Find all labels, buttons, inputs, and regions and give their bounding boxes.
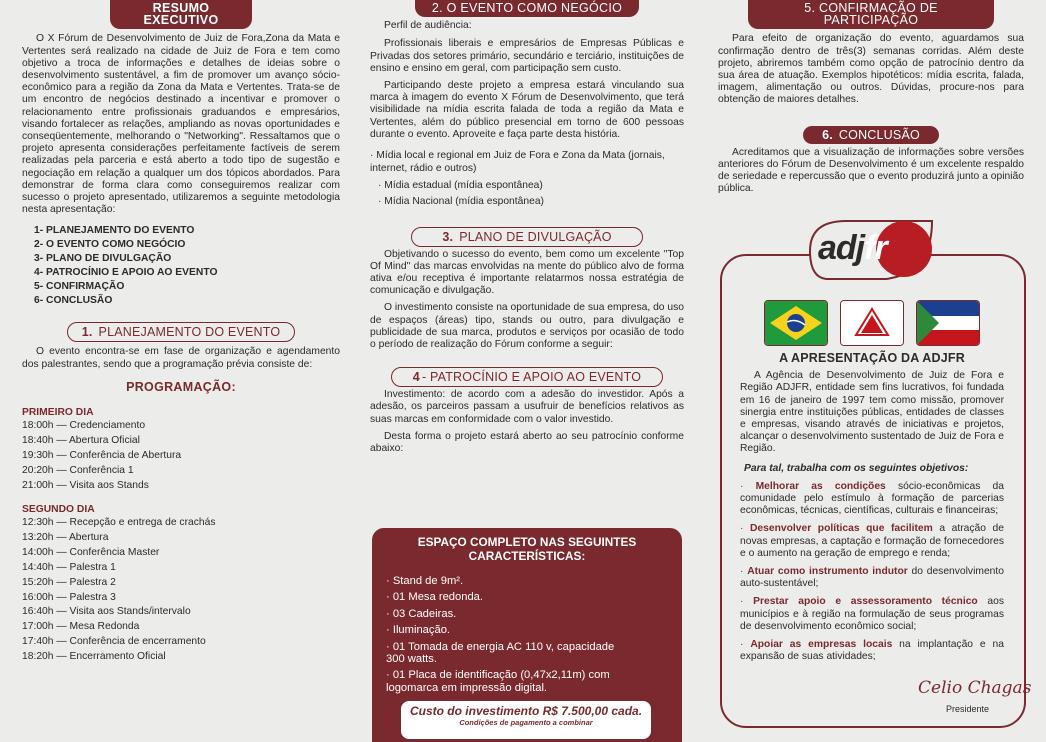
objetivo-item: · Atuar como instrumento indutor do desenvolvimento auto-sustentável;: [740, 566, 1004, 590]
schedule-item: 17:00h — Mesa Redonda: [22, 621, 140, 633]
midia-item: · Mídia Nacional (mídia espontânea): [378, 196, 544, 208]
box-item: · Stand de 9m².: [386, 575, 464, 587]
resumo-text: O X Fórum de Desenvolvimento de Juiz de Fora,Zona da Mata e Vertentes será realizado na cidade de Juiz de Fora e tem como objetivo a troca de informações e detalhes de ideias sobre o desenvolvimento sustentável, a fim de promover um avanço sócio-econômico para a região da Zona da Mata e Vertentes. Trata-se de um encontro de negócios destinado a incentivar e promover o relacionamento entre profissionais graduandos e empresários, visando fortalecer as relações, ampliando as novas oportunidades e conseqüentemente, melhorando o "Networking". Ressaltamos que o projeto apresenta considerações perfeitamente factíveis de serem realizadas pela parceria e está aberto a todo tipo de sugestão e negociação em relação a qualquer um dos tópicos abordados. Para demonstrar de forma clara como conseguiremos realizar com sucesso o projeto apresentado, utilizaremos a seguinte metodologia nesta apresentação:: [22, 33, 340, 216]
conclusao-header: [803, 126, 939, 144]
adjfr-logo: [806, 215, 936, 285]
flags-row: [764, 300, 978, 346]
objetivo-rest: na implantação e na expansão de suas atividades;: [740, 639, 1004, 663]
perfil-text: Profissionais liberais e empresários de Empresas Públicas e Privadas dos setores primário, secundário e terciário, instituições de ensino e ensino em geral, com participação sem custo.: [370, 38, 684, 74]
schedule-item: 17:40h — Conferência de encerramento: [22, 636, 206, 648]
box-items: [386, 573, 682, 694]
box-item: · 01 Tomada de energia AC 110 v, capacidade 300 watts.: [386, 640, 615, 666]
schedule-item: 16:00h — Palestra 3: [22, 591, 116, 603]
price: Custo do investimento R$ 7.500,00 cada.: [409, 704, 643, 718]
midia-item: · Mídia local e regional em Juiz de Fora e Zona da Mata (jornais, internet, rádio e outros): [370, 150, 665, 175]
logo-text: adjfr: [818, 229, 887, 267]
method-item: 3- PLANO DE DIVULGAÇÃO: [34, 253, 172, 265]
apresentacao-section: [740, 352, 1004, 663]
method-item: 5- CONFIRMAÇÃO: [34, 281, 125, 293]
perfil-label: Perfil de audiência:: [384, 20, 472, 32]
price-conditions: Condições de pagamento a combinar: [459, 718, 593, 727]
day1-title: PRIMEIRO DIA: [22, 407, 94, 419]
price-card: [401, 701, 651, 739]
box-title: ESPAÇO COMPLETO NAS SEGUINTES CARACTERÍSTICAS:: [417, 535, 637, 563]
method-item: 4- PATROCÍNIO E APOIO AO EVENTO: [34, 267, 218, 279]
method-item: 2- O EVENTO COMO NEGÓCIO: [34, 239, 186, 251]
minas-gerais-flag-icon: [840, 300, 904, 346]
patrocinio-number: 4: [412, 370, 420, 385]
resumo-title: RESUMO EXECUTIVO: [110, 0, 252, 29]
day2-title: SEGUNDO DIA: [22, 503, 95, 515]
programacao-title: PROGRAMAÇÃO:: [126, 379, 236, 394]
objetivos-list: [740, 481, 1004, 664]
box-item: · 01 Mesa redonda.: [386, 591, 484, 604]
column-2: [370, 0, 684, 455]
schedule-item: 18:20h — Encerramento Oficial: [22, 651, 166, 663]
schedule-item: 13:20h — Abertura: [22, 531, 109, 543]
objetivo-item: · Prestar apoio e assessoramento técnico aos municípios e à região na formulação de seus programas de desenvolvimento econômico social;: [740, 596, 1004, 632]
patrocinio-text-2: Desta forma o projeto estará aberto ao seu patrocínio conforme abaixo:: [370, 430, 684, 455]
objetivo-item: · Melhorar as condições sócio-econômicas da comunidade pelo estímulo à formação de parcerias econômicas, técnicas, científicas, culturais e financeiras;: [740, 480, 1004, 517]
objetivo-highlight: Prestar apoio e assessoramento técnico: [753, 596, 978, 608]
schedule-item: 15:20h — Palestra 2: [22, 576, 116, 588]
column-1: [22, 0, 340, 665]
objetivo-rest: a atração de novas empresas, a captação e formação de fornecedores e o aumento na geração de emprego e renda;: [740, 523, 1004, 559]
planejamento-title: PLANEJAMENTO DO EVENTO: [98, 325, 281, 340]
objetivo-highlight: Apoiar as empresas locais: [750, 639, 893, 651]
patrocinio-text-1: Investimento: de acordo com a adesão do investidor. Após a adesão, os parceiros passam a usufruir de benefícios relativos as suas marcas em conformidade com o valor investido.: [370, 389, 684, 425]
objetivo-highlight: Melhorar as condições: [755, 480, 886, 492]
column-3: [718, 0, 1024, 195]
objetivos-intro: Para tal, trabalha com os seguintes objetivos:: [744, 462, 969, 474]
conclusao-title: CONCLUSÃO: [838, 127, 920, 142]
negocio-title: 2. O EVENTO COMO NEGÓCIO: [415, 0, 639, 17]
divulgacao-text-2: O investimento consiste na oportunidade de sua empresa, do uso de espaços (áreas) tipo, stands ou outro, para divulgação e publicidade de sua marca, produtos e serviços por ocasião de todo o período de realização do Fórum conforme a seguir:: [370, 302, 684, 351]
schedule-item: 21:00h — Visita aos Stands: [22, 479, 149, 491]
participando-text: Participando deste projeto a empresa estará vinculando sua marca à imagem do evento X Fórum de Desenvolvimento, que terá visibilidade na mídia escrita falada de toda a região da Mata e Vertentes, além do público presencial em torno de 600 pessoas durante o evento. Aproveite e faça parte desta história.: [370, 80, 684, 140]
method-list: [22, 224, 340, 308]
method-item: 6- CONCLUSÃO: [34, 295, 113, 307]
signature-role: Presidente: [946, 704, 990, 714]
schedule-item: 16:40h — Visita aos Stands/intervalo: [22, 606, 191, 618]
box-item: · 01 Placa de identificação (0,47x2,11m) com logomarca em impressão digital.: [386, 669, 610, 694]
patrocinio-title: - PATROCÍNIO E APOIO AO EVENTO: [421, 370, 642, 385]
divulgacao-title: PLANO DE DIVULGAÇÃO: [459, 229, 612, 244]
day1-schedule: [22, 419, 340, 494]
box-item: · Iluminação.: [386, 624, 451, 637]
day2-schedule: [22, 516, 340, 665]
objetivo-item: · Desenvolver políticas que facilitem a atração de novas empresas, a captação e formação de fornecedores e o aumento na geração de emprego e renda;: [740, 523, 1004, 559]
box-item: · 03 Cadeiras.: [386, 607, 457, 620]
apresentacao-title: A APRESENTAÇÃO DA ADJFR: [779, 351, 965, 365]
confirmacao-title: 5. CONFIRMAÇÃO DE PARTICIPAÇÃO: [748, 0, 994, 29]
schedule-item: 14:00h — Conferência Master: [22, 546, 160, 558]
confirmacao-text: Para efeito de organização do evento, aguardamos sua confirmação dentro de três(3) semanas corridas. Além deste projeto, abriremos também como opção de patrocínio dentro da sua área de atuação. Exemplos hipotéticos: mídia escrita, falada, imagem, alimentação ou outros. Dúvidas, procure-nos para obtenção de maiores detalhes.: [718, 33, 1024, 106]
schedule-item: 14:40h — Palestra 1: [22, 561, 116, 573]
objetivo-highlight: Atuar como instrumento indutor: [747, 566, 908, 578]
apresentacao-text: A Agência de Desenvolvimento de Juiz de Fora e Região ADJFR, entidade sem fins lucrativos, foi fundada em 16 de janeiro de 1997 tem como missão, promover sinergia entre instituições públicas, entidades de classes e empresas, visando através de iniciativas e projetos, alcançar o desenvolvimento sustentado de Juiz de Fora e Região.: [740, 370, 1004, 455]
objetivo-item: · Apoiar as empresas locais na implantação e na expansão de suas atividades;: [740, 639, 1004, 663]
signature: Celio Chagas: [918, 678, 1032, 698]
objetivo-rest: do desenvolvimento auto-sustentável;: [740, 566, 1004, 590]
objetivo-highlight: Desenvolver políticas que facilitem: [750, 523, 933, 535]
planejamento-text: O evento encontra-se em fase de organização e agendamento dos palestrantes, sendo que a programação prévia consiste de:: [22, 346, 340, 370]
brazil-flag-icon: [764, 300, 828, 346]
patrocinio-header: [391, 367, 663, 387]
conclusao-text: Acreditamos que a visualização de informações sobre versões anteriores do Fórum de Desenvolvimento é um excelente respaldo de seriedade e repercussão que o evento produzirá junto a opinião pública.: [718, 146, 1024, 195]
midia-list: [370, 149, 684, 209]
juiz-de-fora-flag-icon: [916, 300, 980, 346]
divulgacao-header: [411, 227, 643, 247]
conclusao-number: 6.: [822, 127, 833, 142]
schedule-item: 18:40h — Abertura Oficial: [22, 435, 140, 447]
schedule-item: 12:30h — Recepção e entrega de crachás: [22, 517, 216, 528]
divulgacao-text-1: Objetivando o sucesso do evento, bem como um excelente "Top Of Mind" das marcas envolvidas na mente do público alvo de forma ativa e/ou receptiva é importante relatarmos nossa estratégia de comunicação e divulgação.: [370, 248, 684, 297]
planejamento-number: 1.: [81, 325, 93, 340]
schedule-item: 20:20h — Conferência 1: [22, 464, 134, 476]
divulgacao-number: 3.: [442, 229, 454, 244]
planejamento-header: [67, 322, 295, 342]
objetivo-rest: aos municípios e à região na formulação de seus programas de desenvolvimento econômico social;: [740, 596, 1004, 632]
objetivo-rest: sócio-econômicas da comunidade pelo estímulo à formação de parcerias econômicas, técnicas, científicas, culturais e financeiras;: [740, 480, 1004, 517]
schedule-item: 18:00h — Credenciamento: [22, 420, 146, 432]
schedule-item: 19:30h — Conferência de Abertura: [22, 450, 182, 462]
midia-item: · Mídia estadual (mídia espontânea): [378, 179, 543, 191]
method-item: 1- PLANEJAMENTO DO EVENTO: [34, 225, 195, 237]
